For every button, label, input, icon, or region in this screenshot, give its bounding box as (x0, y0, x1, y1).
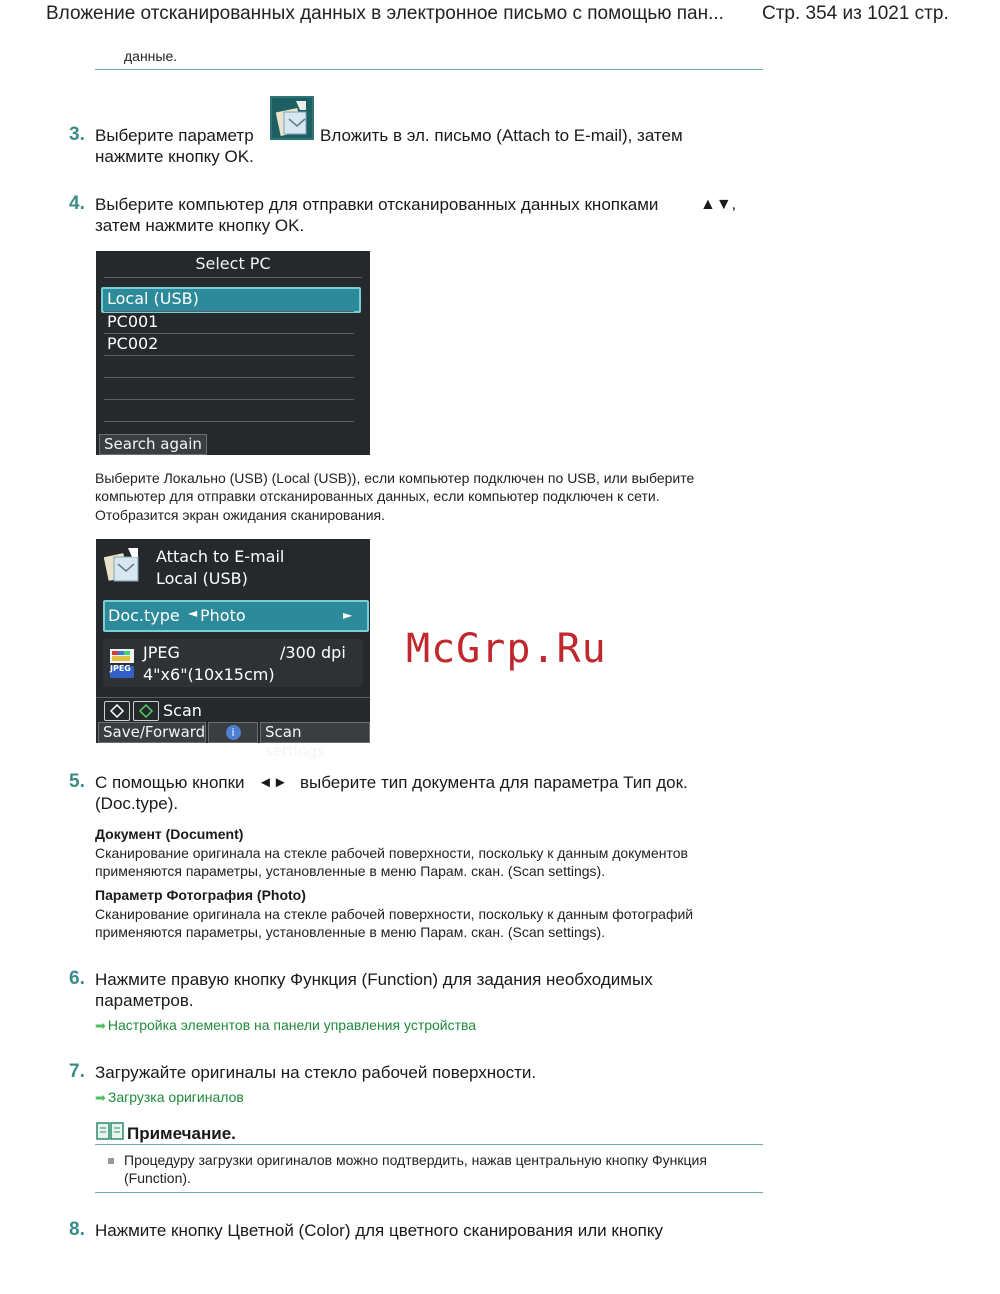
divider (96, 697, 370, 698)
left-right-arrows-icon: ◄► (258, 774, 288, 791)
paper-size: 4"x6"(10x15cm) (143, 665, 275, 684)
divider (104, 399, 354, 400)
step-number: 5. (69, 771, 85, 792)
doctype-document-desc: применяются параметры, установленные в меню Парам. скан. (Scan settings). (95, 863, 606, 879)
color-start-icon[interactable] (133, 701, 159, 721)
link-text[interactable]: Загрузка оригиналов (107, 1089, 244, 1105)
divider (104, 355, 354, 356)
info-button[interactable] (208, 722, 258, 743)
divider (95, 1144, 763, 1145)
doctype-value: Photo (200, 606, 246, 625)
step-8-text: Нажмите кнопку Цветной (Color) для цветного сканирования или кнопку (95, 1221, 664, 1240)
arrow-left-icon[interactable]: ◄ (188, 606, 198, 620)
info-icon: i (226, 725, 241, 740)
step-number: 8. (69, 1219, 85, 1240)
screen-title: Select PC (195, 254, 271, 273)
arrow-right-icon: ➡ (95, 1090, 106, 1105)
doctype-photo-desc: применяются параметры, установленные в меню Парам. скан. (Scan settings). (95, 924, 606, 940)
screen-title-line1: Attach to E-mail (156, 547, 285, 566)
step-3-text-after: Вложить в эл. письмо (Attach to E-mail), затем (320, 126, 683, 145)
resolution: /300 dpi (280, 643, 346, 662)
link-control-panel-settings[interactable] (95, 1017, 476, 1034)
file-format: JPEG (143, 643, 180, 662)
step-6-text-line2: параметров. (95, 991, 194, 1010)
previous-text-fragment: данные. (124, 48, 178, 64)
select-pc-screen (96, 251, 370, 455)
divider (104, 421, 354, 422)
note-book-icon (96, 1121, 124, 1141)
divider (104, 277, 362, 278)
attach-email-icon (270, 96, 314, 140)
black-start-icon[interactable] (104, 701, 130, 721)
note-text: Процедуру загрузки оригиналов можно подтвердить, нажав центральную кнопку Функция (124, 1152, 707, 1168)
scan-settings-button[interactable]: Scan settings (260, 722, 370, 743)
note-text: (Function). (124, 1170, 191, 1186)
save-forward-button[interactable]: Save/Forward (98, 722, 206, 743)
pc-item-pc001[interactable]: PC001 (107, 312, 159, 331)
arrow-right-icon[interactable]: ► (343, 608, 353, 622)
step-7-text: Загружайте оригиналы на стекло рабочей поверхности. (95, 1063, 537, 1082)
divider (95, 1192, 763, 1193)
step-5-text-line2: (Doc.type). (95, 794, 179, 813)
step-number: 6. (69, 968, 85, 989)
search-again-button[interactable]: Search again (99, 434, 207, 455)
pc-item-local-usb[interactable]: Local (USB) (107, 289, 199, 308)
bullet-icon (108, 1158, 114, 1164)
note-title: Примечание. (127, 1124, 236, 1143)
step-number: 7. (69, 1061, 85, 1082)
doctype-document-desc: Сканирование оригинала на стекле рабочей поверхности, поскольку к данным документов (95, 845, 688, 861)
scan-label: Scan (163, 701, 202, 720)
step-6-text-line1: Нажмите правую кнопку Функция (Function) для задания необходимых (95, 970, 653, 989)
jpeg-badge: JPEG (110, 664, 131, 673)
step-number: 3. (69, 124, 85, 145)
doctype-label: Doc.type (108, 606, 180, 625)
doctype-document-title: Документ (Document) (95, 826, 244, 842)
description-line: Отобразится экран ожидания сканирования. (95, 507, 386, 523)
arrow-right-icon: ➡ (95, 1018, 106, 1033)
note-item (108, 1151, 707, 1170)
step-4-text-line1: Выберите компьютер для отправки отсканированных данных кнопками (95, 195, 659, 214)
pc-item-pc002[interactable]: PC002 (107, 334, 159, 353)
step-3-text-before: Выберите параметр (95, 126, 254, 145)
divider (95, 69, 763, 70)
step-4-text-line2: затем нажмите кнопку OK. (95, 216, 305, 235)
step-number: 4. (69, 193, 85, 214)
screen-title-line2: Local (USB) (156, 569, 248, 588)
watermark: McGrp.Ru (406, 626, 607, 672)
doctype-photo-title: Параметр Фотография (Photo) (95, 887, 306, 903)
doctype-photo-desc: Сканирование оригинала на стекле рабочей поверхности, поскольку к данным фотографий (95, 906, 694, 922)
page-header-title: Вложение отсканированных данных в электронное письмо с помощью пан... (46, 3, 724, 24)
attach-email-icon (104, 547, 144, 585)
step-5-text-a: С помощью кнопки (95, 773, 245, 792)
step-3-text-line2: нажмите кнопку OK. (95, 147, 254, 166)
attach-email-screen (96, 539, 370, 760)
description-line: компьютер для отправки отсканированных данных, если компьютер подключен к сети. (95, 488, 660, 504)
up-down-arrows-icon: ▲▼, (700, 196, 737, 213)
link-loading-originals[interactable] (95, 1089, 244, 1106)
link-text[interactable]: Настройка элементов на панели управления устройства (107, 1017, 477, 1033)
description-line: Выберите Локально (USB) (Local (USB)), если компьютер подключен по USB, или выберите (95, 470, 695, 486)
step-5-text-b: выберите тип документа для параметра Тип док. (300, 773, 688, 792)
divider (104, 377, 354, 378)
page-counter: Стр. 354 из 1021 стр. (762, 3, 949, 24)
